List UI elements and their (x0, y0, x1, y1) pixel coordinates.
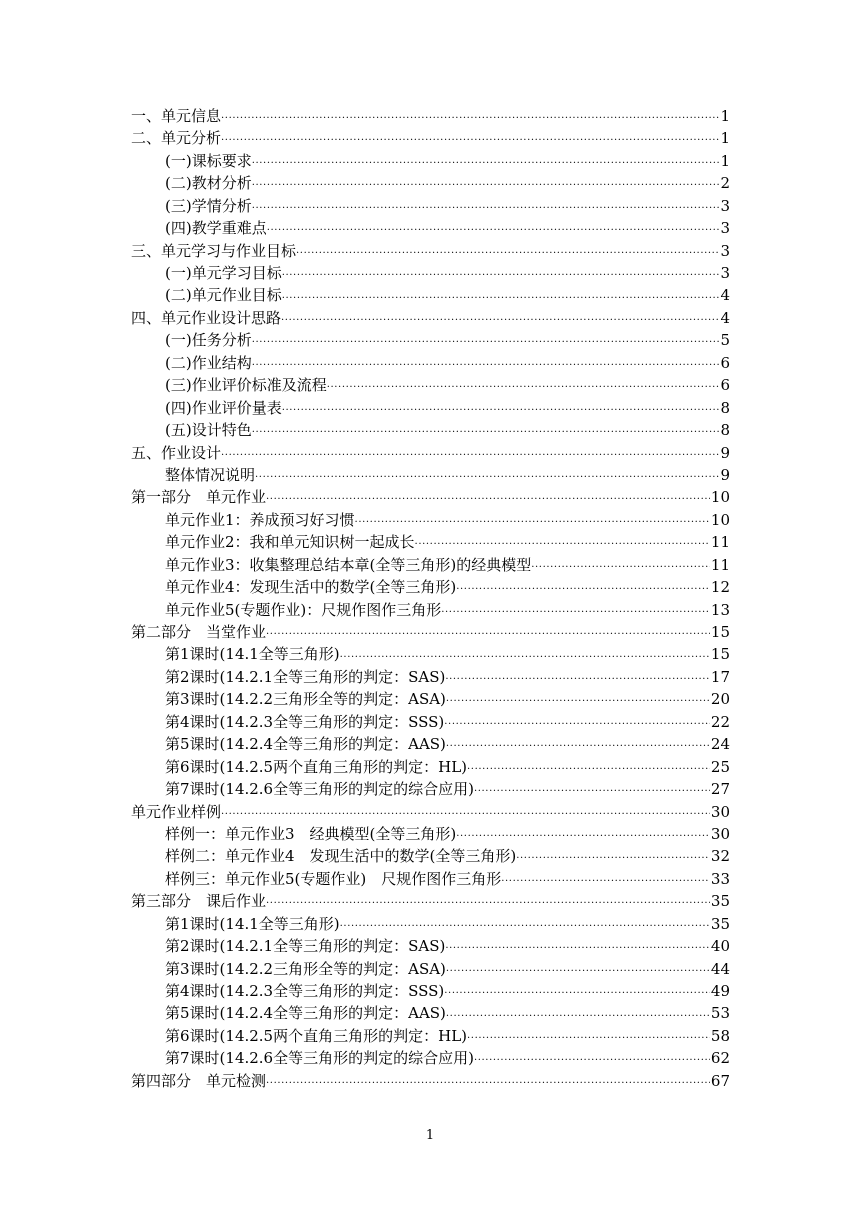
dot-leader (266, 890, 710, 912)
toc-entry-page: 27 (710, 780, 730, 799)
toc-entry-title: 样例三：单元作业5(专题作业) 尺规作图作三角形 (165, 869, 502, 888)
toc-entry-page: 24 (710, 735, 730, 754)
toc-entry-title: 单元作业1：养成预习好习惯 (165, 510, 355, 529)
toc-entry[interactable] (131, 464, 730, 486)
toc-entry-page: 53 (710, 1004, 730, 1023)
toc-entry-title: 第2课时(14.2.1全等三角形的判定：SAS) (165, 667, 446, 686)
toc-entry[interactable] (131, 1025, 730, 1047)
toc-entry[interactable] (131, 756, 730, 778)
toc-entry[interactable] (131, 711, 730, 733)
toc-entry-title: 第6课时(14.2.5两个直角三角形的判定：HL) (165, 1026, 468, 1045)
toc-entry[interactable] (131, 554, 730, 576)
toc-entry[interactable] (131, 531, 730, 553)
dot-leader (444, 980, 710, 1002)
toc-entry[interactable] (131, 935, 730, 957)
toc-entry-page: 30 (710, 802, 730, 821)
dot-leader (446, 733, 710, 755)
toc-entry-page: 6 (720, 353, 730, 372)
toc-entry[interactable] (131, 913, 730, 935)
toc-entry-page: 8 (720, 421, 730, 440)
toc-entry-title: 第二部分 当堂作业 (131, 623, 267, 642)
toc-entry-page: 1 (720, 151, 730, 170)
toc-entry-page: 32 (710, 847, 730, 866)
toc-entry-title: 第6课时(14.2.5两个直角三角形的判定：HL) (165, 757, 468, 776)
toc-entry[interactable] (131, 307, 730, 329)
toc-entry[interactable] (131, 1070, 730, 1092)
toc-entry-title: (二)教材分析 (165, 174, 252, 193)
toc-entry-page: 67 (710, 1071, 730, 1090)
toc-entry-title: 第7课时(14.2.6全等三角形的判定的综合应用) (165, 780, 474, 799)
dot-leader (221, 105, 719, 127)
toc-entry-page: 10 (710, 510, 730, 529)
dot-leader (446, 958, 710, 980)
toc-entry-title: 单元作业3：收集整理总结本章(全等三角形)的经典模型 (165, 555, 532, 574)
dot-leader (252, 352, 720, 374)
dot-leader (252, 419, 720, 441)
toc-entry[interactable] (131, 195, 730, 217)
toc-entry[interactable] (131, 1003, 730, 1025)
toc-entry[interactable] (131, 374, 730, 396)
toc-entry-title: 第5课时(14.2.4全等三角形的判定：AAS) (165, 735, 446, 754)
dot-leader (252, 195, 720, 217)
toc-entry-title: 二、单元分析 (131, 129, 222, 148)
toc-entry-page: 20 (710, 690, 730, 709)
toc-entry-title: 五、作业设计 (131, 443, 222, 462)
toc-entry-page: 9 (720, 443, 730, 462)
toc-entry[interactable] (131, 644, 730, 666)
toc-entry-page: 15 (710, 645, 730, 664)
toc-entry-title: (三)学情分析 (165, 196, 252, 215)
toc-entry-page: 62 (710, 1049, 730, 1068)
toc-entry-page: 35 (710, 892, 730, 911)
toc-entry-page: 49 (710, 982, 730, 1001)
toc-entry-page: 40 (710, 937, 730, 956)
toc-entry-page: 13 (710, 600, 730, 619)
dot-leader (415, 531, 710, 553)
toc-entry-title: 第3课时(14.2.2三角形全等的判定：ASA) (165, 959, 446, 978)
toc-entry-title: 样例一：单元作业3 经典模型(全等三角形) (165, 824, 457, 843)
dot-leader (266, 1070, 710, 1092)
toc-entry-page: 9 (720, 465, 730, 484)
toc-entry[interactable] (131, 823, 730, 845)
dot-leader (531, 554, 710, 576)
toc-entry-page: 25 (710, 757, 730, 776)
toc-entry-page: 3 (720, 264, 730, 283)
dot-leader (516, 845, 710, 867)
toc-entry-title: (一)课标要求 (165, 151, 252, 170)
toc-entry-page: 11 (710, 555, 730, 574)
toc-entry[interactable] (131, 127, 730, 149)
dot-leader (340, 913, 710, 935)
toc-entry-title: 第4课时(14.2.3全等三角形的判定：SSS) (165, 982, 445, 1001)
toc-entry-title: 第3课时(14.2.2三角形全等的判定：ASA) (165, 690, 446, 709)
toc-entry-page: 2 (720, 174, 730, 193)
toc-entry[interactable] (131, 150, 730, 172)
toc-entry-page: 8 (720, 398, 730, 417)
dot-leader (281, 307, 719, 329)
toc-entry-title: 单元作业样例 (131, 802, 222, 821)
toc-entry[interactable] (131, 890, 730, 912)
toc-entry-title: 第5课时(14.2.4全等三角形的判定：AAS) (165, 1004, 446, 1023)
toc-entry[interactable] (131, 666, 730, 688)
toc-entry-title: 样例二：单元作业4 发现生活中的数学(全等三角形) (165, 847, 517, 866)
toc-entry-title: (五)设计特色 (165, 421, 252, 440)
dot-leader (446, 1003, 710, 1025)
toc-entry-title: (三)作业评价标准及流程 (165, 376, 327, 395)
toc-entry-page: 15 (710, 623, 730, 642)
toc-entry-title: (四)教学重难点 (165, 219, 267, 238)
toc-entry-title: 四、单元作业设计思路 (131, 308, 282, 327)
toc-entry[interactable] (131, 1047, 730, 1069)
toc-entry[interactable] (131, 980, 730, 1002)
dot-leader (445, 666, 710, 688)
toc-entry[interactable] (131, 442, 730, 464)
toc-entry-page: 30 (710, 824, 730, 843)
dot-leader (221, 801, 710, 823)
dot-leader (252, 329, 720, 351)
toc-entry-title: 一、单元信息 (131, 106, 222, 125)
dot-leader (340, 644, 710, 666)
dot-leader (221, 127, 719, 149)
dot-leader (474, 1047, 710, 1069)
dot-leader (252, 172, 720, 194)
toc-entry[interactable] (131, 621, 730, 643)
dot-leader (296, 240, 719, 262)
toc-entry-page: 35 (710, 914, 730, 933)
toc-entry[interactable] (131, 509, 730, 531)
toc-entry-title: 第2课时(14.2.1全等三角形的判定：SAS) (165, 937, 446, 956)
dot-leader (446, 688, 710, 710)
toc-entry-title: 三、单元学习与作业目标 (131, 241, 297, 260)
toc-entry[interactable] (131, 352, 730, 374)
table-of-contents (131, 105, 730, 1092)
dot-leader (355, 509, 710, 531)
toc-entry-page: 1 (720, 129, 730, 148)
dot-leader (282, 285, 720, 307)
dot-leader (456, 823, 710, 845)
toc-entry-title: 单元作业2：我和单元知识树一起成长 (165, 533, 415, 552)
toc-entry-page: 3 (720, 219, 730, 238)
toc-entry[interactable] (131, 285, 730, 307)
toc-entry[interactable] (131, 801, 730, 823)
toc-entry-page: 33 (710, 869, 730, 888)
toc-entry[interactable] (131, 486, 730, 508)
toc-entry[interactable] (131, 576, 730, 598)
dot-leader (255, 464, 719, 486)
toc-entry[interactable] (131, 688, 730, 710)
dot-leader (267, 217, 720, 239)
toc-entry-page: 6 (720, 376, 730, 395)
toc-entry-page: 3 (720, 241, 730, 260)
dot-leader (282, 397, 720, 419)
dot-leader (467, 756, 710, 778)
toc-entry[interactable] (131, 105, 730, 127)
toc-entry-title: 单元作业4：发现生活中的数学(全等三角形) (165, 578, 457, 597)
toc-entry-title: 第1课时(14.1全等三角形) (165, 914, 340, 933)
toc-entry[interactable] (131, 217, 730, 239)
toc-entry-page: 1 (720, 106, 730, 125)
toc-entry-page: 58 (710, 1026, 730, 1045)
dot-leader (221, 442, 719, 464)
toc-entry-page: 4 (720, 308, 730, 327)
toc-entry-title: (二)单元作业目标 (165, 286, 282, 305)
toc-entry-title: (二)作业结构 (165, 353, 252, 372)
toc-entry-title: (一)任务分析 (165, 331, 252, 350)
toc-entry-title: (四)作业评价量表 (165, 398, 282, 417)
dot-leader (282, 262, 720, 284)
toc-entry-page: 12 (710, 578, 730, 597)
toc-entry-title: 第4课时(14.2.3全等三角形的判定：SSS) (165, 712, 445, 731)
toc-entry-page: 22 (710, 712, 730, 731)
dot-leader (501, 868, 710, 890)
toc-entry[interactable] (131, 733, 730, 755)
toc-entry[interactable] (131, 868, 730, 890)
toc-entry-page: 10 (710, 488, 730, 507)
toc-entry[interactable] (131, 958, 730, 980)
dot-leader (266, 486, 710, 508)
toc-entry-title: 第一部分 单元作业 (131, 488, 267, 507)
dot-leader (441, 599, 710, 621)
toc-entry[interactable] (131, 778, 730, 800)
toc-entry-page: 5 (720, 331, 730, 350)
toc-entry-page: 44 (710, 959, 730, 978)
dot-leader (467, 1025, 710, 1047)
toc-entry-page: 4 (720, 286, 730, 305)
dot-leader (444, 711, 710, 733)
toc-entry-title: (一)单元学习目标 (165, 264, 282, 283)
dot-leader (456, 576, 710, 598)
toc-entry[interactable] (131, 240, 730, 262)
toc-entry-title: 第三部分 课后作业 (131, 892, 267, 911)
toc-entry-page: 17 (710, 667, 730, 686)
toc-entry-title: 整体情况说明 (165, 465, 256, 484)
toc-entry-title: 单元作业5(专题作业)：尺规作图作三角形 (165, 600, 442, 619)
toc-entry-title: 第1课时(14.1全等三角形) (165, 645, 340, 664)
dot-leader (445, 935, 710, 957)
page-number: 1 (425, 1128, 435, 1143)
dot-leader (327, 374, 720, 396)
dot-leader (474, 778, 710, 800)
toc-entry[interactable] (131, 172, 730, 194)
toc-entry-title: 第四部分 单元检测 (131, 1071, 267, 1090)
toc-entry-title: 第7课时(14.2.6全等三角形的判定的综合应用) (165, 1049, 474, 1068)
dot-leader (252, 150, 720, 172)
toc-entry[interactable] (131, 329, 730, 351)
toc-entry[interactable] (131, 599, 730, 621)
toc-entry-page: 3 (720, 196, 730, 215)
dot-leader (266, 621, 710, 643)
toc-entry[interactable] (131, 262, 730, 284)
toc-entry-page: 11 (710, 533, 730, 552)
toc-entry[interactable] (131, 397, 730, 419)
toc-entry[interactable] (131, 419, 730, 441)
toc-entry[interactable] (131, 845, 730, 867)
